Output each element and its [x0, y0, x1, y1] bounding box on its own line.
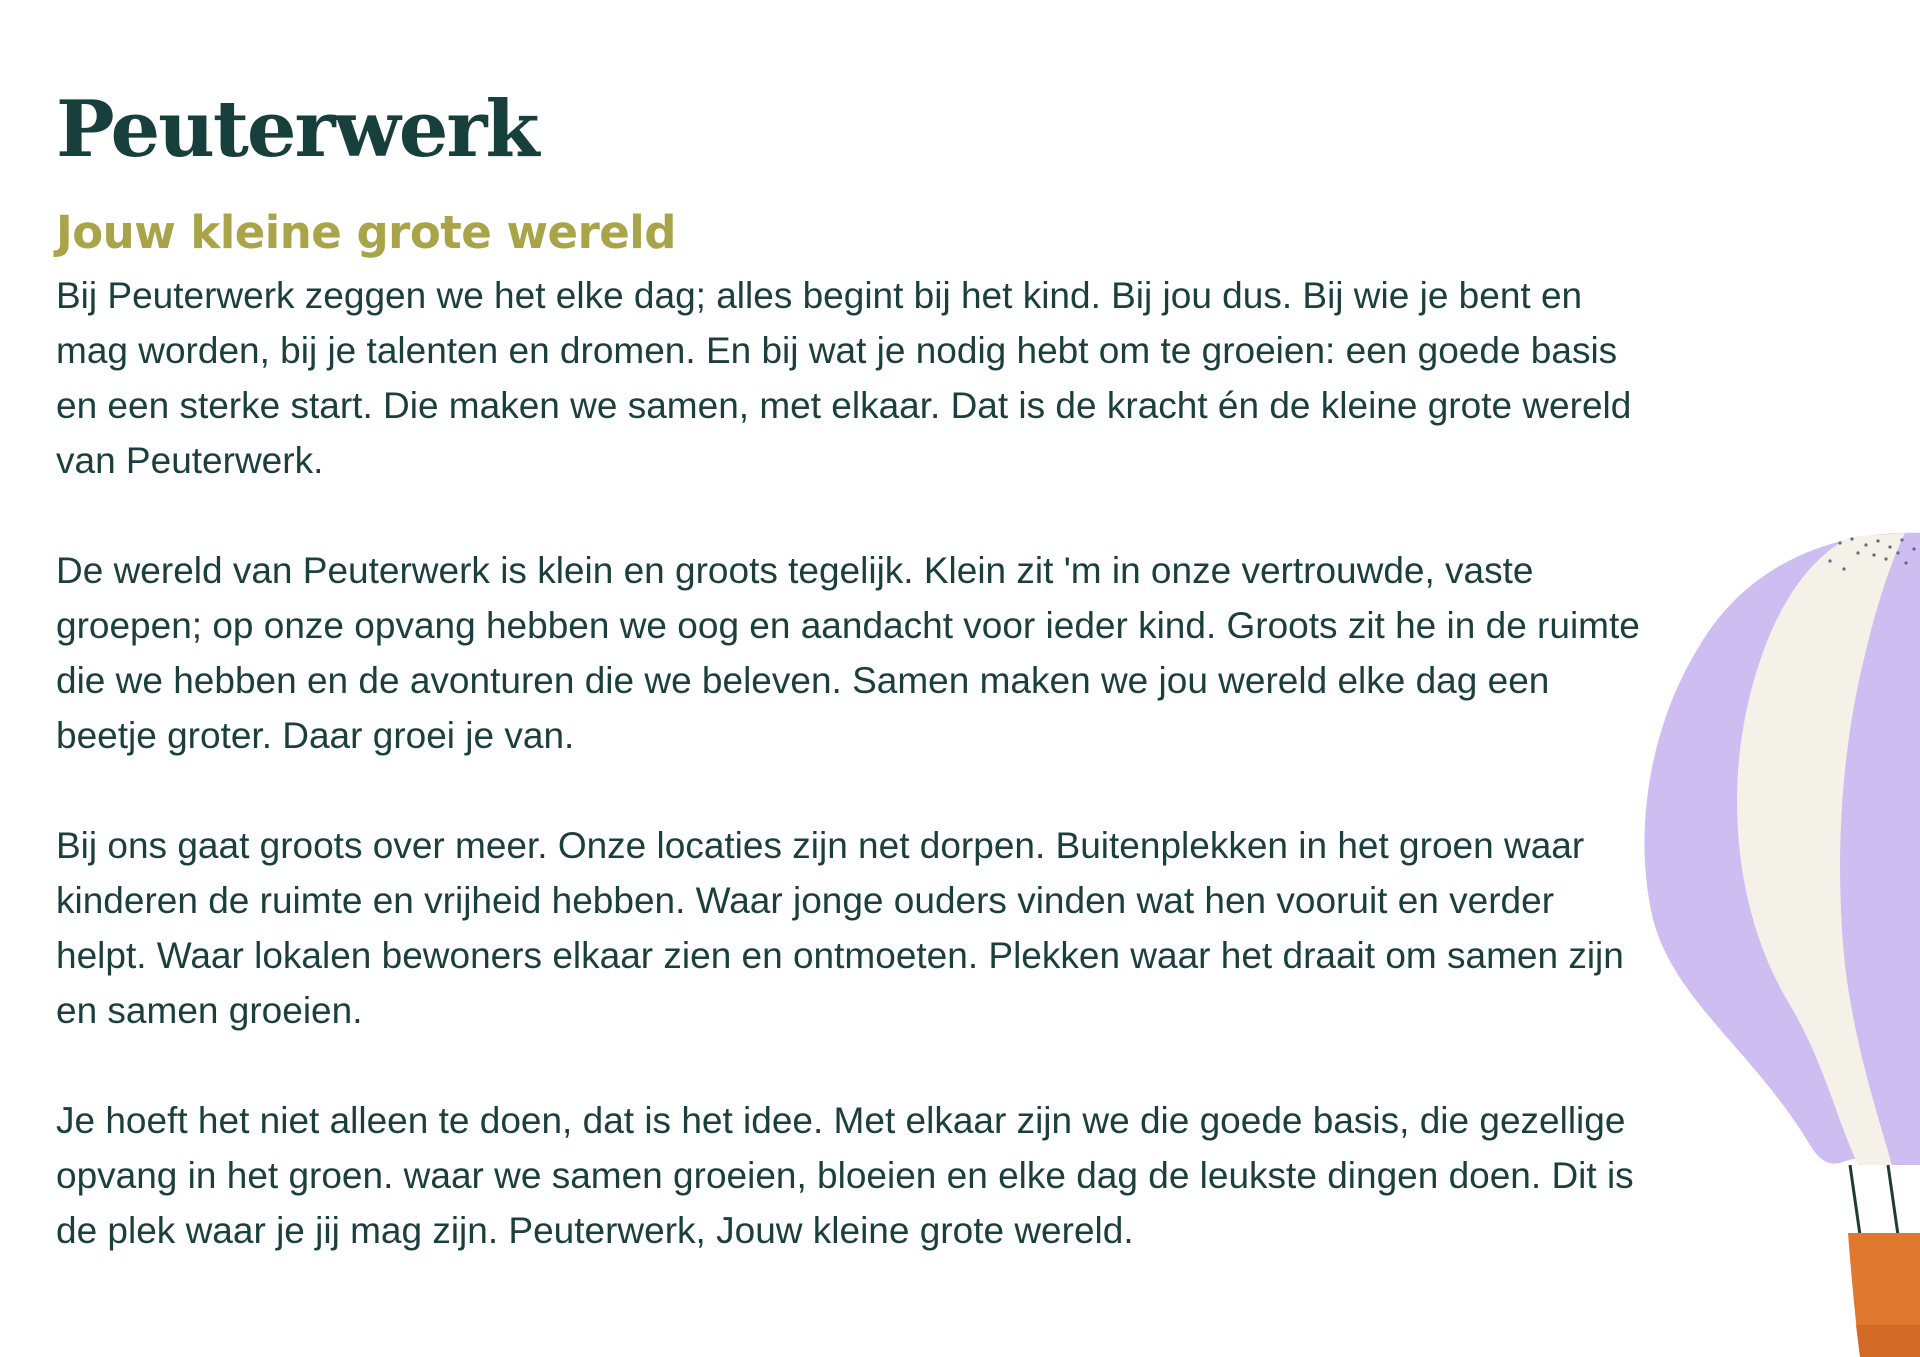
paragraph-4: Je hoeft het niet alleen te doen, dat is het idee. Met elkaar zijn we die goede basis, die gezellige opvang in het groen. waar we samen groeien, bloeien en elke dag de leukste dingen doen. Dit is de plek waar je jij mag zijn. Peuterwerk, Jouw kleine grote wereld.: [56, 1100, 1634, 1251]
page-subtitle: Jouw kleine grote wereld: [56, 206, 676, 259]
hot-air-balloon-icon: [1630, 525, 1920, 1357]
balloon-rope-right: [1888, 1165, 1898, 1235]
balloon-basket-shade: [1856, 1325, 1920, 1357]
page-title: Peuterwerk: [56, 84, 538, 175]
body-text: [56, 268, 1646, 1313]
paragraph-3: Bij ons gaat groots over meer. Onze locaties zijn net dorpen. Buitenplekken in het groen waar kinderen de ruimte en vrijheid hebben. Waar jonge ouders vinden wat hen vooruit en verder helpt. Waar lokalen bewoners elkaar zien en ontmoeten. Plekken waar het draait om samen zijn en samen groeien.: [56, 825, 1624, 1031]
paragraph-1: Bij Peuterwerk zeggen we het elke dag; alles begint bij het kind. Bij jou dus. Bij wie je bent en mag worden, bij je talenten en dromen. En bij wat je nodig hebt om te groeien: een goede basis en een sterke start. Die maken we samen, met elkaar. Dat is de kracht én de kleine grote wereld van Peuterwerk.: [56, 275, 1632, 481]
paragraph-2: De wereld van Peuterwerk is klein en groots tegelijk. Klein zit 'm in onze vertrouwde, vaste groepen; op onze opvang hebben we oog en aandacht voor ieder kind. Groots zit he in de ruimte die we hebben en de avonturen die we beleven. Samen maken we jou wereld elke dag een beetje groter. Daar groei je van.: [56, 550, 1640, 756]
balloon-rope-left: [1850, 1165, 1860, 1235]
